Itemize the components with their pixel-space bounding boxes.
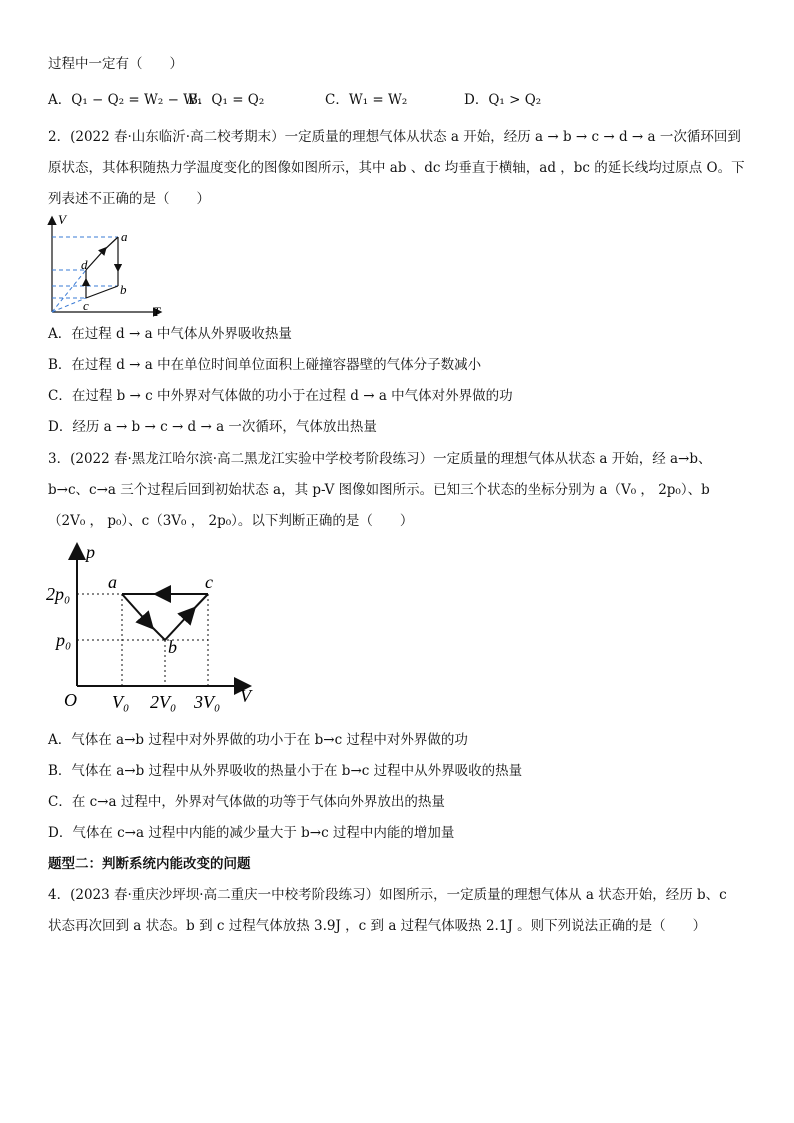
q1-option-d: D．Q₁ > Q₂ (464, 92, 542, 108)
question-stem-tail: 过程中一定有（ ） (48, 56, 183, 72)
q2-point-c: c (83, 298, 89, 313)
q3-point-b: b (168, 637, 177, 657)
q2-option-b: B．在过程 d → a 中在单位时间单位面积上碰撞容器壁的气体分子数减小 (48, 357, 482, 373)
q2-extension-ad (52, 270, 86, 312)
q2-path-bc (86, 286, 118, 298)
q2-stem-line-3: 列表述不正确的是（ ） (48, 191, 210, 207)
q2-path-da-rest (102, 237, 118, 252)
q4-stem-line-2: 状态再次回到 a 状态。b 到 c 过程气体放热 3.9J ，c 到 a 过程气体吸热 2.1J 。则下列说法正确的是（ ） (48, 918, 707, 934)
q3-tick-3v0: 3V₀ (194, 692, 221, 712)
q3-option-d: D．气体在 c→a 过程中内能的减少量大于 b→c 过程中内能的增加量 (48, 825, 455, 841)
q3-point-c: c (205, 572, 213, 592)
section-heading: 题型二：判断系统内能改变的问题 (48, 856, 251, 872)
q2-stem-line-2: 原状态，其体积随热力学温度变化的图像如图所示，其中 ab 、dc 均垂直于横轴，ad ，bc 的延长线均过原点 O。下 (48, 160, 745, 176)
q2-v-axis-label: V (58, 212, 66, 227)
q3-option-c: C．在 c→a 过程中，外界对气体做的功等于气体向外界放出的热量 (48, 794, 445, 810)
q3-stem-line-3: （2V₀ ， p₀）、c（3V₀ ， 2p₀）。以下判断正确的是（ ） (48, 513, 414, 529)
q3-tick-p0: p₀ (56, 630, 72, 650)
q2-point-b: b (120, 282, 127, 297)
q3-origin-label: O (64, 690, 77, 710)
q3-point-a: a (108, 572, 117, 592)
q2-point-a: a (121, 229, 128, 244)
q3-stem-line-2: b→c、c→a 三个过程后回到初始状态 a，其 p-V 图像如图所示。已知三个状态的坐标分别为 a（V₀ ， 2p₀）、b (48, 482, 710, 498)
q2-option-c: C．在过程 b → c 中外界对气体做的功小于在过程 d → a 中气体对外界做的功 (48, 388, 513, 404)
q1-option-b: B．Q₁ = Q₂ (188, 92, 265, 108)
q2-option-a: A．在过程 d → a 中气体从外界吸收热量 (48, 326, 292, 342)
q1-option-c: C．W₁ = W₂ (325, 92, 408, 108)
q3-stem-line-1: 3．(2022 春·黑龙江哈尔滨·高二黑龙江实验中学校考阶段练习）一定质量的理想气体从状态 a 开始，经 a→b、 (48, 451, 712, 467)
q3-tick-2p0: 2p₀ (46, 584, 71, 604)
q2-t-axis-label: T (153, 304, 161, 319)
q3-tick-v0: V₀ (112, 692, 130, 712)
q2-path-da (86, 250, 104, 270)
q2-vt-diagram (40, 212, 180, 320)
q2-stem-line-1: 2．(2022 春·山东临沂·高二校考期末）一定质量的理想气体从状态 a 开始，经历 a → b → c → d → a 一次循环回到 (48, 129, 741, 145)
q3-path-ab-rest (145, 620, 165, 640)
q3-v-axis-label: V (240, 686, 251, 706)
q1-option-a: A．Q₁ − Q₂ = W₂ − W₁ (48, 92, 203, 108)
q3-option-a: A．气体在 a→b 过程中对外界做的功小于在 b→c 过程中对外界做的功 (48, 732, 468, 748)
q3-path-bc-rest (187, 594, 208, 616)
q2-option-d: D．经历 a → b → c → d → a 一次循环，气体放出热量 (48, 419, 377, 435)
q3-tick-2v0: 2V₀ (150, 692, 177, 712)
q3-path-bc (165, 613, 190, 640)
q2-point-d: d (81, 257, 88, 272)
q3-pv-diagram (40, 540, 260, 718)
q3-path-ab (122, 594, 148, 623)
q1-options (48, 90, 748, 110)
q3-option-b: B．气体在 a→b 过程中从外界吸收的热量小于在 b→c 过程中从外界吸收的热量 (48, 763, 523, 779)
q3-p-axis-label: p (86, 542, 95, 562)
q4-stem-line-1: 4．(2023 春·重庆沙坪坝·高二重庆一中校考阶段练习）如图所示，一定质量的理想气体从 a 状态开始，经历 b、c (48, 887, 727, 903)
